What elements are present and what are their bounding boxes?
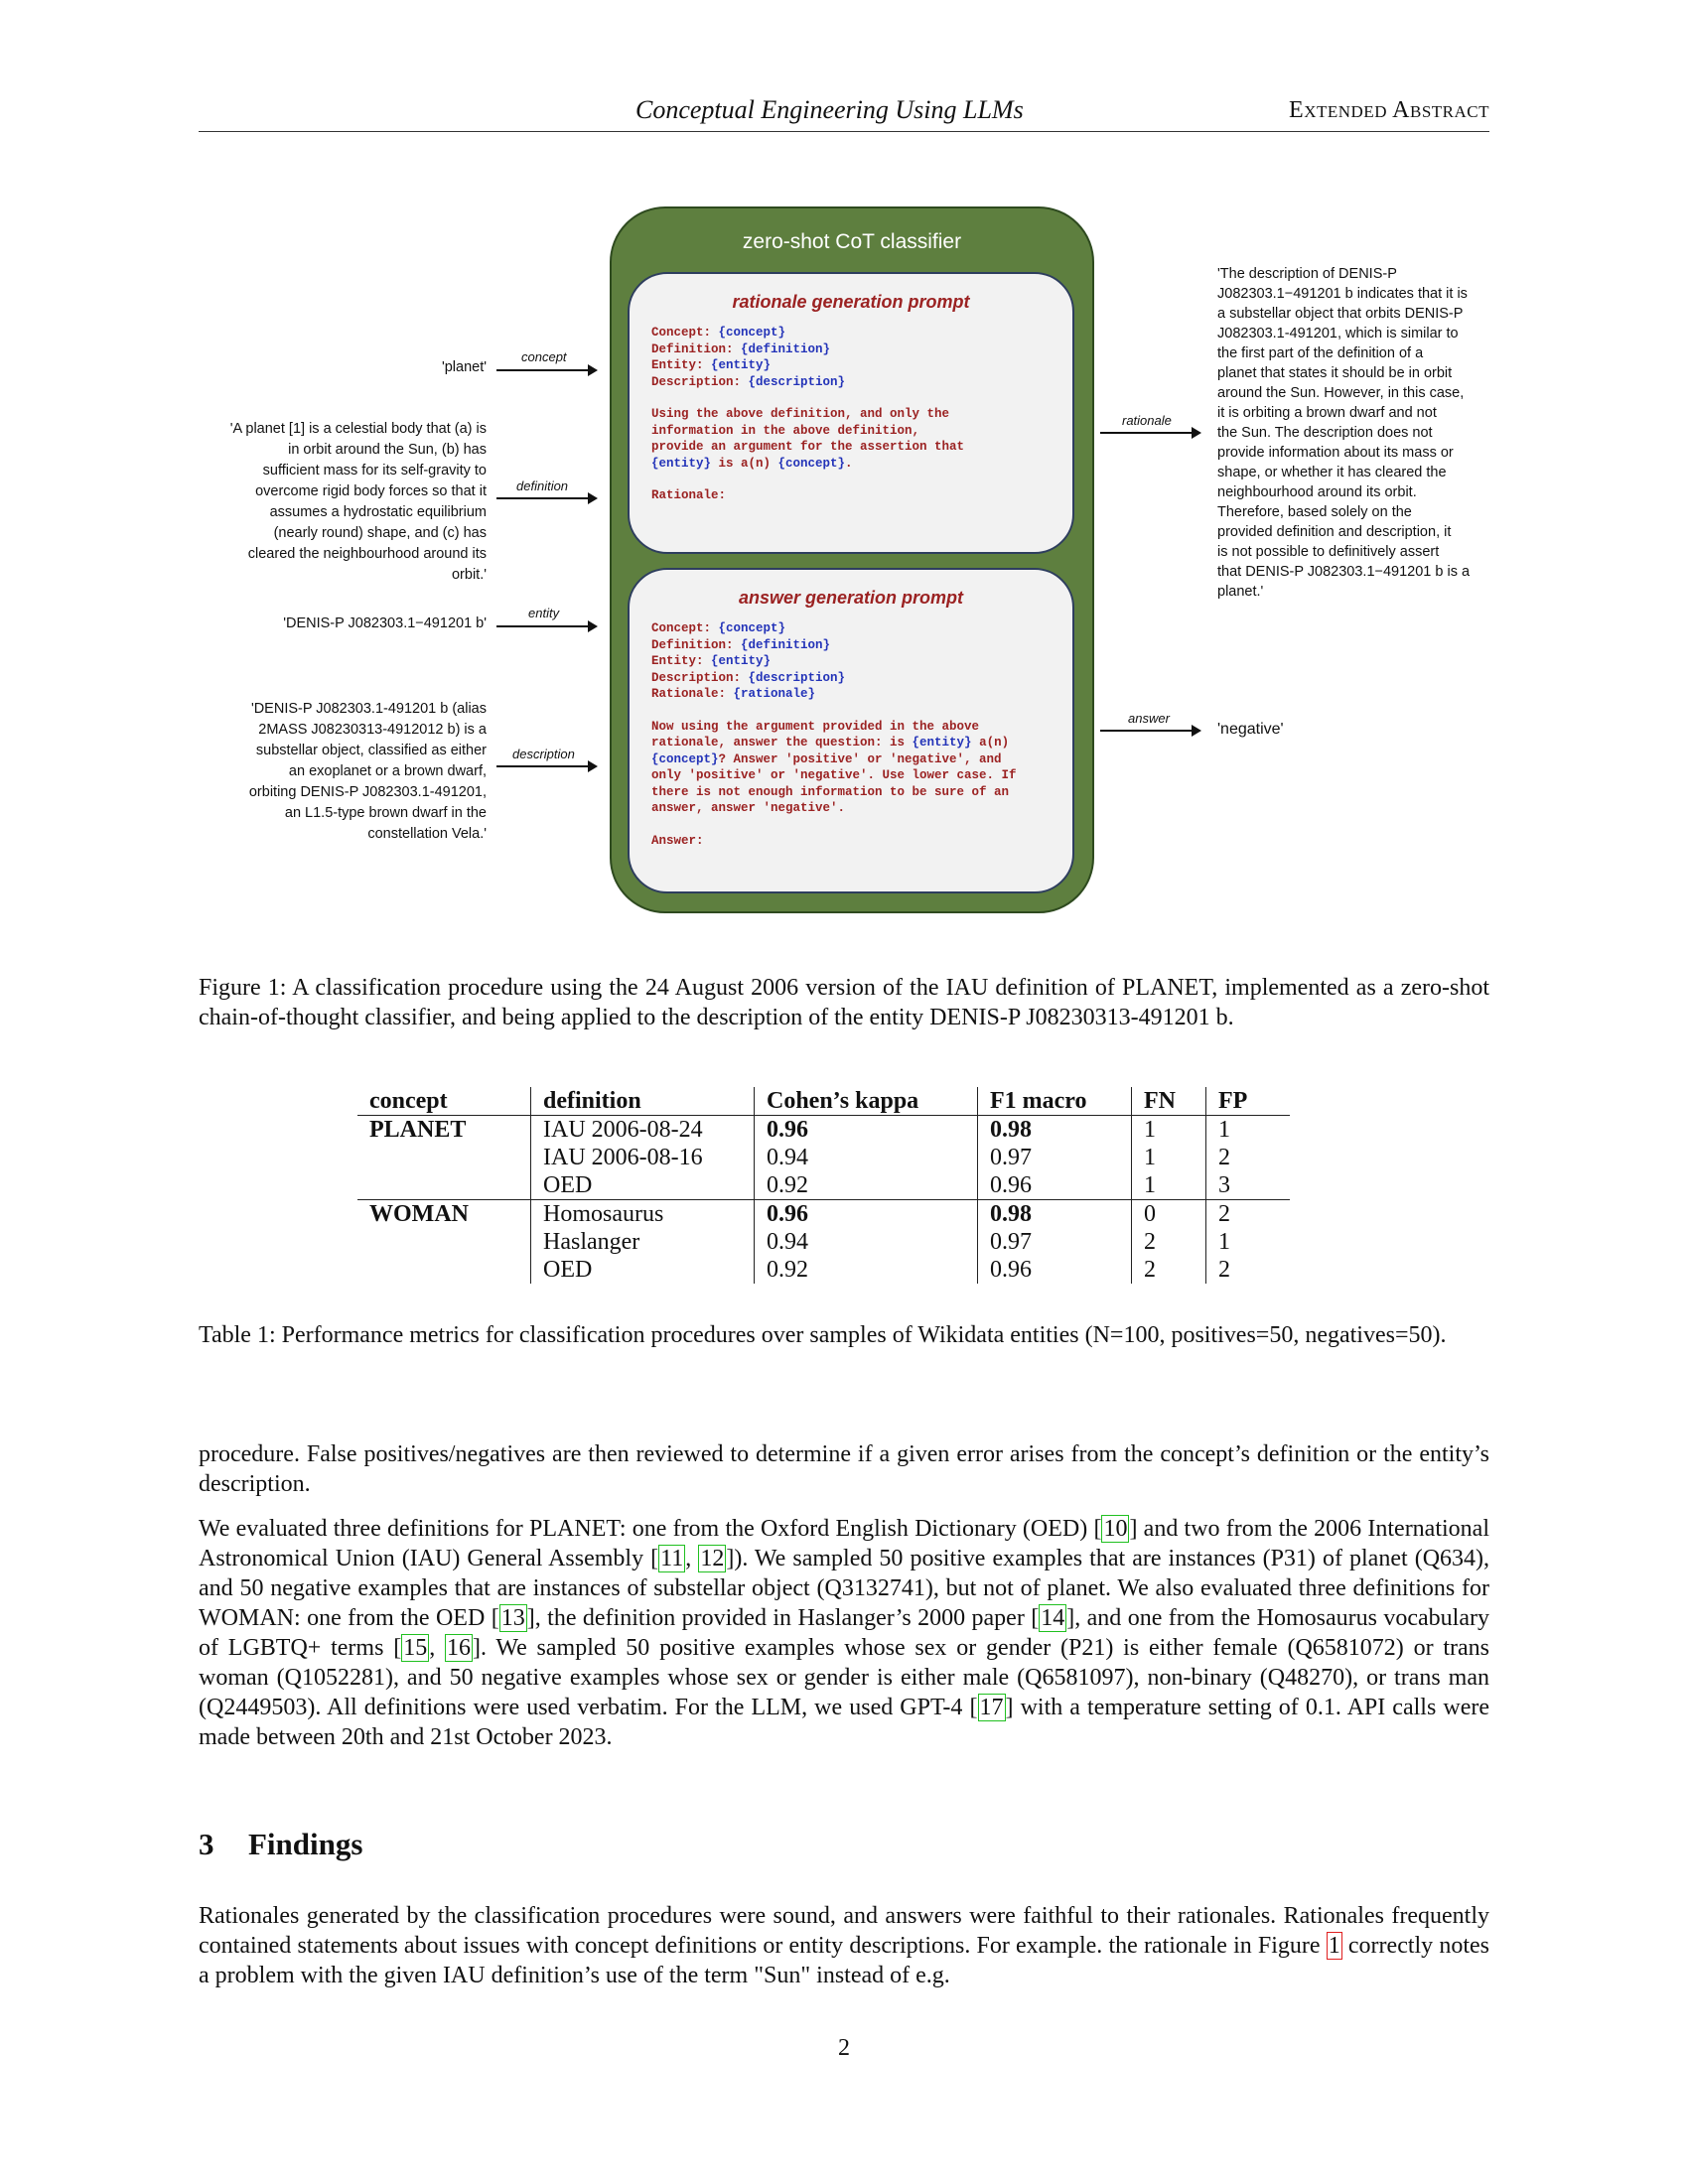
rationale-output-line: provide information about its mass or — [1217, 445, 1454, 461]
table-cell: 1 — [1132, 1171, 1206, 1200]
definition-line: cleared the neighbourhood around its — [247, 546, 487, 562]
prompt-line — [651, 357, 1072, 374]
description-line: an exoplanet or a brown dwarf, — [288, 763, 487, 779]
classifier-title: zero-shot CoT classifier — [742, 230, 962, 253]
prompt-text: Description: — [651, 374, 749, 389]
prompt-text: answer, answer 'negative'. — [651, 801, 846, 815]
table-cell: 0.94 — [755, 1228, 978, 1256]
prompt-text: provide an argument for the assertion that — [651, 440, 965, 454]
performance-table — [357, 1087, 1290, 1284]
prompt-line — [651, 767, 1072, 784]
definition-arrow — [496, 497, 596, 499]
rationale-output-line: provided definition and description, it — [1217, 524, 1452, 540]
prompt-text: ? Answer 'positive' or 'negative', and — [718, 751, 1002, 766]
rationale-prompt-title: rationale generation prompt — [732, 292, 970, 312]
rationale-output-line: around the Sun. However, in this case, — [1217, 385, 1465, 401]
table-cell: IAU 2006-08-24 — [531, 1116, 755, 1145]
table-row — [357, 1256, 1290, 1284]
prompt-placeholder: {description} — [748, 374, 846, 389]
description-arrow — [496, 765, 596, 767]
table-row — [357, 1144, 1290, 1171]
description-line: an L1.5-type brown dwarf in the — [284, 805, 487, 821]
table-cell: OED — [531, 1256, 755, 1284]
prompt-text: a(n) — [971, 736, 1010, 750]
prompt-line — [651, 487, 1072, 504]
citation-link[interactable]: 16 — [447, 1635, 472, 1661]
table-cell: 0.94 — [755, 1144, 978, 1171]
section-title: Findings — [248, 1827, 363, 1861]
prompt-placeholder: {definition} — [741, 637, 831, 652]
figure-caption: Figure 1: A classification procedure using the 24 August 2006 version of the IAU definition of PLANET, implemented as a zero-shot chain-of-thought classifier, and being applied to the description of the entity DENIS-P J08230313-491201 b. — [199, 975, 1489, 1030]
prompt-text: Rationale: — [651, 488, 727, 502]
prompt-line — [651, 423, 1072, 440]
rationale-output-line: neighbourhood around its orbit. — [1217, 484, 1417, 500]
citation-link[interactable]: 12 — [700, 1546, 725, 1571]
prompt-text: information in the above definition, — [651, 423, 920, 438]
prompt-text: Entity: — [651, 358, 712, 372]
table-cell: 2 — [1132, 1228, 1206, 1256]
table-cell — [357, 1171, 531, 1200]
definition-input-text — [230, 419, 487, 586]
rationale-prompt-text — [630, 325, 1072, 504]
prompt-gap — [651, 817, 1072, 833]
rationale-arrow — [1100, 432, 1199, 434]
description-line: 'DENIS-P J082303.1-491201 b (alias — [250, 701, 487, 717]
prompt-gap — [651, 390, 1072, 406]
definition-line: (nearly round) shape, and (c) has — [273, 525, 487, 541]
rationale-generation-prompt — [628, 272, 1074, 554]
prompt-text: only 'positive' or 'negative'. Use lower case. If — [651, 768, 1017, 782]
prompt-placeholder: {entity} — [711, 358, 772, 372]
table-header-row — [357, 1087, 1290, 1116]
rationale-output-text — [1217, 264, 1470, 602]
paragraph-text: correctly notes a problem with the given IAU definition’s use of the term "Sun" instead of e.g. — [199, 1933, 1490, 1988]
edge-label-description: description — [512, 747, 575, 761]
prompt-text: rationale, answer the question: is — [651, 736, 913, 750]
edge-label-definition: definition — [516, 478, 569, 493]
concept-arrow — [496, 369, 596, 371]
prompt-line — [651, 341, 1072, 358]
prompt-text: Answer: — [651, 833, 704, 848]
running-section-label: Extended Abstract — [1289, 97, 1489, 123]
citation-link[interactable]: 10 — [1103, 1516, 1128, 1542]
paragraph-text: ). We sampled 50 positive examples that are instances (P31) of planet (Q634), and 50 negative examples that are instances of substellar object (Q3132741), but not of planet. We also evaluated three definitions for WOMAN: one from the OED — [199, 1546, 1490, 1631]
definition-line: 'A planet [1] is a celestial body that (a) is — [229, 421, 487, 437]
prompt-placeholder: {concept} — [777, 456, 846, 471]
table-cell: 2 — [1206, 1256, 1291, 1284]
definition-line: orbit.' — [451, 567, 487, 583]
running-title: Conceptual Engineering Using LLMs — [635, 95, 1024, 124]
table-cell: 0.97 — [978, 1144, 1132, 1171]
prompt-line — [651, 406, 1072, 423]
table-row — [357, 1228, 1290, 1256]
prompt-line — [651, 670, 1072, 687]
column-header: concept — [357, 1087, 531, 1116]
prompt-text: Concept: — [651, 621, 719, 635]
prompt-line — [651, 653, 1072, 670]
prompt-gap — [651, 472, 1072, 487]
entity-arrow — [496, 625, 596, 627]
description-line: orbiting DENIS-P J082303.1-491201, — [248, 784, 487, 800]
prompt-text: Definition: — [651, 637, 742, 652]
body-paragraph-3 — [199, 1901, 1489, 1990]
answer-generation-prompt — [628, 568, 1074, 893]
page-number: 2 — [838, 2035, 850, 2061]
definition-line: overcome rigid body forces so that it — [255, 483, 487, 499]
prompt-placeholder: {definition} — [741, 341, 831, 356]
prompt-line — [651, 456, 1072, 473]
table-cell — [357, 1144, 531, 1171]
rationale-output-line: planet that states it should be in orbit — [1217, 365, 1453, 381]
paragraph-text: . We sampled 50 positive examples whose sex or gender (P21) is either female (Q6581072) or trans woman (Q1052281), and 50 negative examples whose sex or gender is either male (Q6581097), non-binary (Q48270), or trans man (Q2449503). All definitions were used verbatim. For the LLM, we used GPT-4 — [199, 1635, 1490, 1720]
prompt-text: Entity: — [651, 654, 712, 668]
rationale-output-line: is not possible to definitively assert — [1217, 544, 1440, 560]
body-paragraph-2: We evaluated three definitions for PLANET: one from the Oxford English Dictionary (OED) [10] and two from the 2006 International Astronomical Union (IAU) General Assembly [11, 12]). We sampled 50 positive examples that are instances (P31) of planet (Q634), and 50 negative examples that are instances of substellar object (Q3132741), but not of planet. We also evaluated three definitions for WOMAN: one from the OED [13], the definition provided in Haslanger’s 2000 paper [14], and one from the Homosaurus vocabulary of LGBTQ+ terms [15, 16]. We sampled 50 positive examples whose sex or gender (P21) is either female (Q6581072) or trans woman (Q1052281), and 50 negative examples whose sex or gender is either male (Q6581097), non-binary (Q48270), or trans man (Q2449503). All definitions were used verbatim. For the LLM, we used GPT-4 [17] with a temperature setting of 0.1. API calls were made between 20th and 21st October 2023. — [199, 1516, 1490, 1750]
prompt-text: Rationale: — [651, 687, 734, 701]
prompt-line — [651, 800, 1072, 817]
table-row — [357, 1200, 1290, 1229]
prompt-line — [651, 833, 1072, 850]
rationale-output-line: J082303.1−491201 b indicates that it is — [1217, 286, 1468, 302]
table-cell: Homosaurus — [531, 1200, 755, 1229]
table-cell: IAU 2006-08-16 — [531, 1144, 755, 1171]
table-caption: Table 1: Performance metrics for classification procedures over samples of Wikidata entities (N=100, positives=50, negatives=50). — [199, 1322, 1447, 1348]
prompt-placeholder: {entity} — [651, 456, 712, 471]
answer-prompt-title: answer generation prompt — [738, 588, 964, 608]
rationale-output-line: a substellar object that orbits DENIS-P — [1217, 306, 1464, 322]
prompt-line — [651, 620, 1072, 637]
citation-link[interactable]: 17 — [979, 1695, 1004, 1720]
table-cell: 2 — [1206, 1200, 1291, 1229]
citation-link[interactable]: 13 — [500, 1605, 525, 1631]
table-cell: 3 — [1206, 1171, 1291, 1200]
prompt-placeholder: {description} — [748, 670, 846, 685]
entity-input-text: 'DENIS-P J082303.1−491201 b' — [283, 615, 487, 631]
table-cell: WOMAN — [357, 1200, 531, 1229]
section-number: 3 — [199, 1827, 214, 1861]
paragraph-text: with a temperature setting of 0.1. API calls were made between 20th and 21st October 2023. — [199, 1695, 1489, 1750]
prompt-line — [651, 735, 1072, 751]
prompt-line — [651, 637, 1072, 654]
table-cell: 1 — [1206, 1116, 1291, 1145]
figure-1 — [0, 199, 1688, 913]
description-input-text — [249, 699, 487, 845]
table-cell: 0.96 — [978, 1256, 1132, 1284]
answer-arrow — [1100, 730, 1199, 732]
running-header — [199, 91, 1489, 132]
prompt-placeholder: {entity} — [711, 654, 772, 668]
table-cell: 2 — [1206, 1144, 1291, 1171]
rationale-output-line: 'The description of DENIS-P — [1217, 266, 1397, 282]
prompt-text: Concept: — [651, 326, 719, 340]
rationale-output-line: the first part of the definition of a — [1217, 345, 1424, 361]
prompt-placeholder: {entity} — [912, 736, 972, 750]
column-header: F1 macro — [978, 1087, 1132, 1116]
edge-label-rationale: rationale — [1122, 413, 1172, 428]
citation-link[interactable]: 14 — [1041, 1605, 1065, 1631]
table-cell: 0.96 — [755, 1200, 978, 1229]
prompt-text: Now using the argument provided in the above — [651, 719, 980, 734]
description-line: 2MASS J08230313-4912012 b) is a — [258, 722, 487, 738]
table-cell — [357, 1256, 531, 1284]
edge-label-entity: entity — [528, 606, 560, 620]
paragraph-text: , the definition provided in Haslanger’s 2000 paper — [534, 1605, 1032, 1631]
prompt-text: Definition: — [651, 341, 742, 356]
prompt-line — [651, 686, 1072, 703]
definition-line: sufficient mass for its self-gravity to — [262, 463, 487, 478]
paragraph-text: , and one from the Homosaurus vocabulary of LGBTQ+ terms — [199, 1605, 1489, 1661]
prompt-text: is a(n) — [711, 456, 778, 471]
table-cell: 0.92 — [755, 1256, 978, 1284]
prompt-line — [651, 784, 1072, 801]
answer-prompt-text — [630, 620, 1072, 849]
edge-label-answer: answer — [1128, 711, 1170, 726]
description-line: substellar object, classified as either — [255, 743, 487, 758]
table-row — [357, 1116, 1290, 1145]
table-cell: 2 — [1132, 1256, 1206, 1284]
prompt-text: Using the above definition, and only the — [651, 407, 950, 421]
rationale-output-line: it is orbiting a brown dwarf and not — [1217, 405, 1437, 421]
column-header: FP — [1206, 1087, 1291, 1116]
rationale-output-line: that DENIS-P J082303.1−491201 b is a — [1217, 564, 1471, 580]
paragraph-text: and two from the 2006 International Astronomical Union (IAU) General Assembly — [199, 1516, 1489, 1571]
table-cell: 0.98 — [978, 1200, 1132, 1229]
prompt-line — [651, 439, 1072, 456]
rationale-output-line: planet.' — [1217, 584, 1264, 600]
rationale-output-line: Therefore, based solely on the — [1217, 504, 1412, 520]
column-header: FN — [1132, 1087, 1206, 1116]
description-line: constellation Vela.' — [367, 826, 487, 842]
definition-line: assumes a hydrostatic equilibrium — [269, 504, 487, 520]
rationale-output-line: J082303.1-491201, which is similar to — [1217, 326, 1459, 341]
table-cell: 0.98 — [978, 1116, 1132, 1145]
table-cell: 0.96 — [978, 1171, 1132, 1200]
prompt-gap — [651, 703, 1072, 719]
paragraph-text: We evaluated three definitions for PLANET: one from the Oxford English Dictionary (OED) — [199, 1516, 1094, 1542]
column-header: definition — [531, 1087, 755, 1116]
prompt-placeholder: {rationale} — [733, 687, 816, 701]
prompt-text: . — [845, 456, 853, 471]
table-cell — [357, 1228, 531, 1256]
table-cell: 0.92 — [755, 1171, 978, 1200]
citation-link[interactable]: 11 — [660, 1546, 684, 1571]
table-cell: 1 — [1206, 1228, 1291, 1256]
table-cell: 1 — [1132, 1116, 1206, 1145]
zero-shot-cot-classifier — [610, 206, 1094, 913]
prompt-line — [651, 325, 1072, 341]
table-cell: 1 — [1132, 1144, 1206, 1171]
prompt-line — [651, 374, 1072, 391]
table-row — [357, 1171, 1290, 1200]
section-heading — [199, 1827, 362, 1862]
body-paragraph-1: procedure. False positives/negatives are then reviewed to determine if a given error arises from the concept’s definition or the entity’s description. — [199, 1441, 1489, 1497]
table-cell: OED — [531, 1171, 755, 1200]
rationale-output-line: shape, or whether it has cleared the — [1217, 465, 1447, 480]
answer-output-text: 'negative' — [1217, 721, 1284, 738]
table-cell: Haslanger — [531, 1228, 755, 1256]
paragraph-text: Rationales generated by the classification procedures were sound, and answers were faithful to their rationales. Rationales frequently contained statements about issues with concept definitions or entity descriptions. For example. the rationale in Figure — [199, 1903, 1489, 1959]
definition-line: in orbit around the Sun, (b) has — [288, 442, 487, 458]
prompt-placeholder: {concept} — [651, 751, 719, 766]
table-cell: PLANET — [369, 1117, 467, 1143]
table-cell: 0.97 — [978, 1228, 1132, 1256]
concept-input-text: 'planet' — [441, 359, 487, 375]
prompt-line — [651, 719, 1072, 736]
rationale-output-line: the Sun. The description does not — [1217, 425, 1433, 441]
column-header: Cohen’s kappa — [755, 1087, 978, 1116]
prompt-placeholder: {concept} — [718, 621, 786, 635]
table-cell: 0 — [1132, 1200, 1206, 1229]
prompt-text: there is not enough information to be sure of an — [651, 784, 1010, 799]
citation-link[interactable]: 15 — [403, 1635, 428, 1661]
prompt-text: Description: — [651, 670, 749, 685]
table-cell: 0.96 — [755, 1116, 978, 1145]
edge-label-concept: concept — [521, 349, 567, 364]
figure-reference-link[interactable]: 1 — [1328, 1933, 1340, 1959]
prompt-placeholder: {concept} — [718, 326, 786, 340]
prompt-line — [651, 751, 1072, 768]
